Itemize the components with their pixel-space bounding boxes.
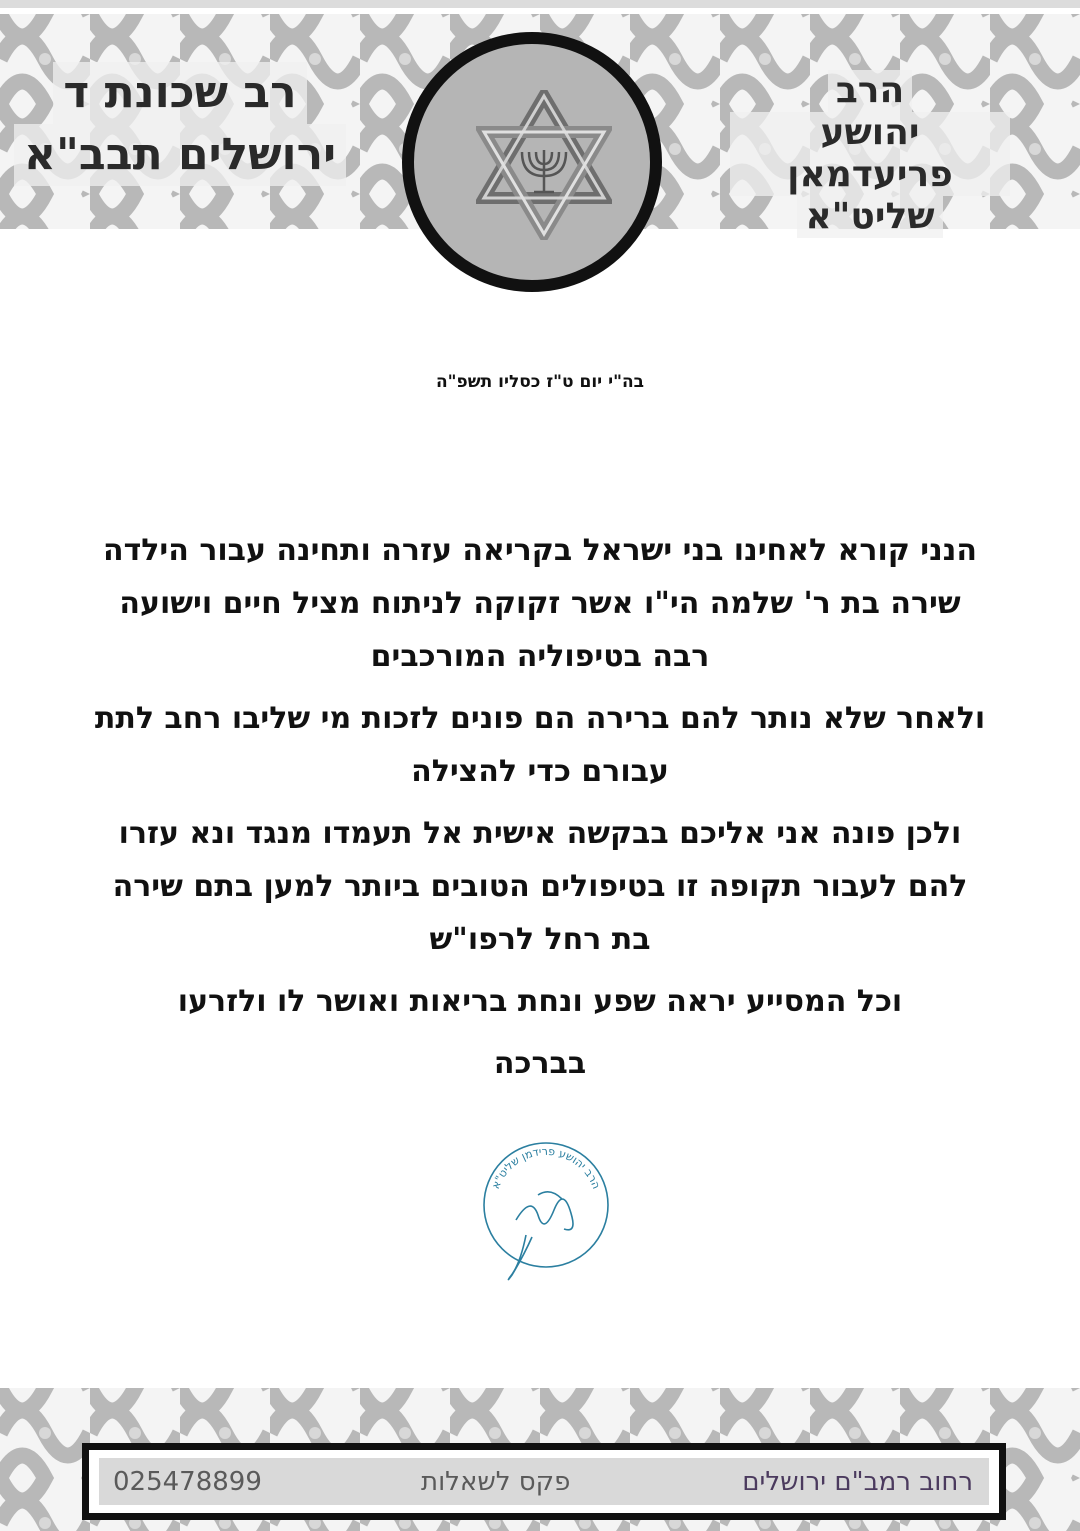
paragraph [60, 524, 1020, 683]
footer-contact-box [82, 1443, 1006, 1520]
body-line: עבורם כדי להצילה [411, 754, 669, 789]
svg-text:הרב יהושע פרידמן שליט"א [489, 1145, 603, 1191]
header-right-line: הרב [828, 70, 912, 112]
paragraph [60, 975, 1020, 1028]
header-right-line: שליט"א [797, 196, 942, 238]
hebrew-date: בה"י יום ט"ז כסליו תשפ"ה [435, 372, 644, 392]
top-strip [0, 0, 1080, 8]
body-line: שירה בת ר' שלמה הי"ו אשר זקוקה לניתוח מציל חיים וישועה [119, 586, 961, 621]
body-line: ולכן פונה אני אליכם בבקשה אישית אל תעמדו מנגד ונא עזרו [118, 816, 962, 851]
body-line: ולאחר שלא נותר להם ברירה הם פונים לזכות מי שליבו רחב לתת [94, 701, 986, 736]
footer-address: רחוב רמב"ם ירושלים [742, 1467, 973, 1497]
rabbi-seal-signature [476, 1125, 616, 1285]
body-line: וכל המסייע יראה שפע ונחת בריאות ואושר לו ולזרעו [177, 984, 903, 1019]
menorah-icon [522, 150, 566, 192]
paragraph [60, 692, 1020, 798]
body-line: להם לעבור תקופה זו בטיפולים הטובים ביותר למען בתם שירה [112, 869, 968, 904]
header-left-line: ירושלים תבב"א [14, 124, 346, 186]
paragraph [60, 807, 1020, 966]
star-of-david-icon [476, 90, 612, 240]
footer-contact-bar [99, 1458, 989, 1505]
letter-body [60, 524, 1020, 1099]
seal-ring-text: הרב יהושע פרידמן שליט"א [489, 1144, 603, 1191]
header-left-line: רב שכונת ד [53, 62, 306, 124]
closing-blessing [60, 1037, 1020, 1090]
star-of-david-emblem [402, 32, 662, 292]
footer-fax-label: פקס לשאלות [421, 1467, 571, 1497]
header-neighborhood-title [0, 62, 360, 186]
body-line: בת רחל לרפו"ש [429, 922, 651, 957]
body-line: הנני קורא לאחינו בני ישראל בקריאה עזרה ותחינה עבור הילדה [103, 533, 977, 568]
body-line: בברכה [493, 1046, 587, 1081]
header-right-line: יהושע פריעדמאן [730, 112, 1010, 196]
body-line: רבה בטיפוליה המורכבים [370, 639, 710, 674]
footer-phone-number: 025478899 [113, 1467, 262, 1497]
header-rabbi-name [730, 70, 1010, 238]
